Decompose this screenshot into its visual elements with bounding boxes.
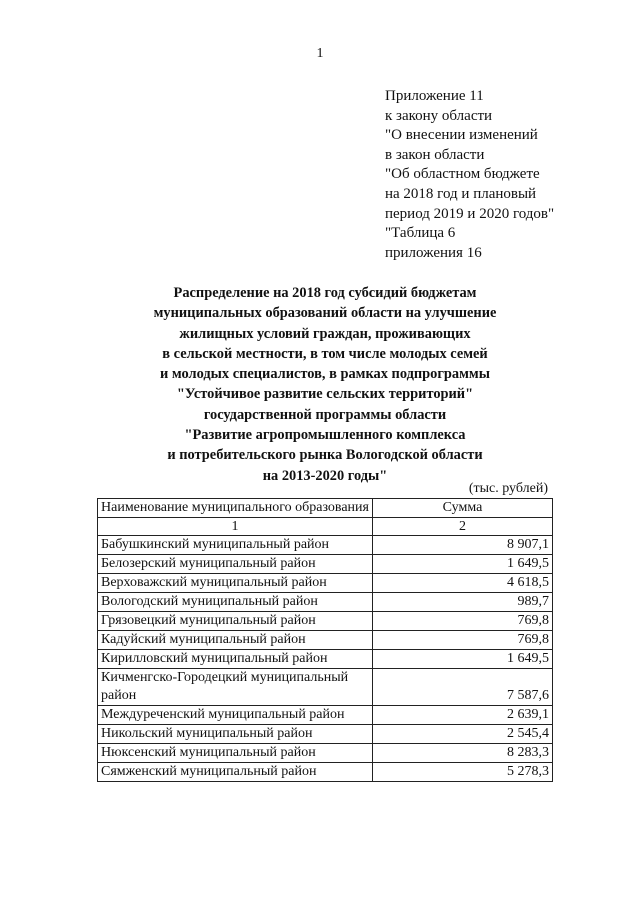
document-title xyxy=(100,283,550,486)
subsidy-amount: 1 649,5 xyxy=(373,555,553,574)
table-row xyxy=(98,650,553,669)
subsidy-amount: 769,8 xyxy=(373,631,553,650)
title-line: на 2013-2020 годы" xyxy=(262,467,388,484)
municipality-name: Вологодский муниципальный район xyxy=(98,593,373,612)
municipality-name: Грязовецкий муниципальный район xyxy=(98,612,373,631)
title-line: и молодых специалистов, в рамках подпрограммы xyxy=(160,366,490,383)
title-line: государственной программы области xyxy=(203,406,447,423)
municipality-name: Верховажский муниципальный район xyxy=(98,574,373,593)
municipality-name: Нюксенский муниципальный район xyxy=(98,744,373,763)
column-number: 1 xyxy=(98,518,373,536)
title-line: Распределение на 2018 год субсидий бюджетам xyxy=(173,285,477,301)
title-line: и потребительского рынка Вологодской области xyxy=(167,447,483,464)
title-line: "Устойчивое развитие сельских территорий" xyxy=(176,386,474,403)
appendix-line: "Об областном бюджете xyxy=(385,166,540,183)
appendix-line: приложения 16 xyxy=(385,244,482,261)
table-header-row xyxy=(98,499,553,518)
table-row xyxy=(98,555,553,574)
table-row xyxy=(98,612,553,631)
subsidy-amount: 7 587,6 xyxy=(373,669,553,706)
municipality-name: Белозерский муниципальный район xyxy=(98,555,373,574)
title-line: жилищных условий граждан, проживающих xyxy=(179,325,471,342)
appendix-line: "О внесении изменений xyxy=(385,127,538,144)
subsidy-amount: 1 649,5 xyxy=(373,650,553,669)
subsidy-amount: 769,8 xyxy=(373,612,553,631)
table-row xyxy=(98,593,553,612)
municipality-name: Сямженский муниципальный район xyxy=(98,763,373,782)
title-line: "Развитие агропромышленного комплекса xyxy=(184,427,466,444)
appendix-line: к закону области xyxy=(385,107,493,124)
column-number: 2 xyxy=(373,518,553,536)
table-row xyxy=(98,669,553,706)
subsidy-table xyxy=(97,498,553,782)
municipality-name: Кадуйский муниципальный район xyxy=(98,631,373,650)
appendix-line: на 2018 год и плановый xyxy=(385,185,537,202)
table-row xyxy=(98,744,553,763)
table-row xyxy=(98,631,553,650)
header-amount: Сумма xyxy=(373,499,553,518)
table-row xyxy=(98,536,553,555)
appendix-line: период 2019 и 2020 годов" xyxy=(385,205,555,222)
table-row xyxy=(98,763,553,782)
municipality-name: Кирилловский муниципальный район xyxy=(98,650,373,669)
municipality-name: Кичменгско-Городецкий муниципальный район xyxy=(98,669,373,706)
appendix-line: в закон области xyxy=(385,146,485,163)
subsidy-amount: 989,7 xyxy=(373,593,553,612)
table-row xyxy=(98,706,553,725)
subsidy-amount: 8 907,1 xyxy=(373,536,553,555)
appendix-line: Приложение 11 xyxy=(385,88,484,104)
units-label: (тыс. рублей) xyxy=(468,481,548,496)
subsidy-amount: 2 639,1 xyxy=(373,706,553,725)
page-number: 1 xyxy=(316,46,324,61)
title-line: в сельской местности, в том числе молодых семей xyxy=(162,345,488,362)
municipality-name: Бабушкинский муниципальный район xyxy=(98,536,373,555)
subsidy-amount: 2 545,4 xyxy=(373,725,553,744)
table-row xyxy=(98,725,553,744)
subsidy-amount: 4 618,5 xyxy=(373,574,553,593)
table-row xyxy=(98,574,553,593)
municipality-name: Междуреченский муниципальный район xyxy=(98,706,373,725)
subsidy-amount: 8 283,3 xyxy=(373,744,553,763)
appendix-reference xyxy=(385,87,554,263)
header-name: Наименование муниципального образования xyxy=(98,499,373,518)
appendix-line: "Таблица 6 xyxy=(385,225,456,242)
municipality-name: Никольский муниципальный район xyxy=(98,725,373,744)
title-line: муниципальных образований области на улучшение xyxy=(153,305,497,322)
subsidy-amount: 5 278,3 xyxy=(373,763,553,782)
column-number-row xyxy=(98,518,553,536)
